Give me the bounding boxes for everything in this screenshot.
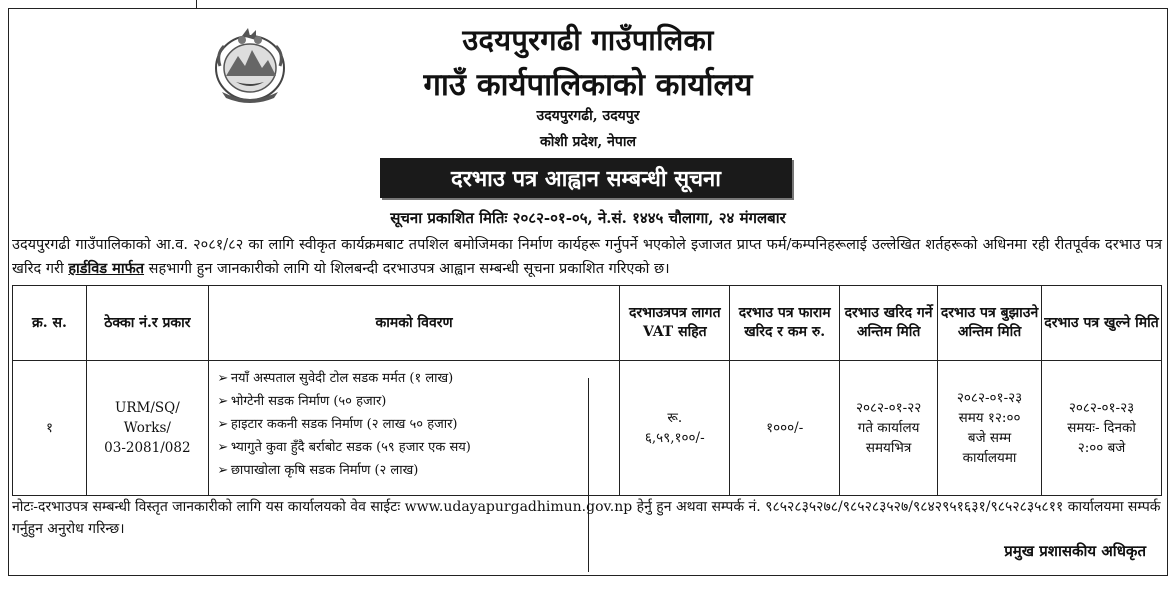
intro-emphasis: हार्डविड मार्फत: [68, 260, 145, 277]
notice-title: दरभाउ पत्र आह्वान सम्बन्धी सूचना: [380, 158, 792, 198]
submit-line: बजे सम्म: [967, 430, 1012, 446]
intro-paragraph: [12, 234, 1162, 281]
submit-line: २०८२-०१-२३: [956, 390, 1023, 406]
work-item-label: हाइटार ककनी सडक निर्माण (२ लाख ५० हजार): [230, 416, 458, 432]
org-name: उदयपुरगढी गाउँपालिका: [462, 23, 714, 57]
cost-line: रू.: [667, 410, 683, 426]
address-line-1: उदयपुरगढी, उदयपुर: [536, 108, 640, 124]
row-sn: १: [13, 361, 87, 496]
stray-vertical-line: [588, 378, 589, 572]
address-line-2: कोशी प्रदेश, नेपाल: [540, 134, 636, 150]
header-contract: ठेक्का नं.र प्रकार: [86, 286, 208, 361]
arrow-bullet-icon: ➢: [217, 370, 229, 386]
row-works: [208, 361, 620, 496]
row-form-fee: १०००/-: [730, 361, 840, 496]
signatory: प्रमुख प्रशासकीय अधिकृत: [1004, 542, 1146, 560]
work-item-label: भोग्टेनी सडक निर्माण (५० हजार): [230, 393, 387, 409]
work-item: [215, 459, 620, 482]
row-opening-date: [1042, 361, 1162, 496]
work-item: [215, 390, 620, 413]
header-cost: दरभाउत्रपत्र लागत VAT सहित: [620, 286, 730, 361]
table-header-row: [13, 286, 1162, 361]
intro-text-start: उदयपुरगढी गाउँपालिकाको आ.व. २०८१/८२ का लागि स्वीकृत कार्यक्रमबाट तपशिल बमोजिमका निर्माण कार्यहरू गर्नुपर्ने भएकोले इजाजत प्राप्त फर्म/कम्पनिहरूलाई उल्लेखित शर्तहरूको अधिनमा रही रीतपूर्वक दरभाउ पत्र खरिद गरी: [12, 237, 1162, 277]
top-edge-line: [196, 0, 197, 8]
header-purchase-deadline: दरभाउ खरिद गर्ने अन्तिम मिति: [840, 286, 938, 361]
purchase-line: समयभित्र: [865, 440, 912, 456]
header-opening-date: दरभाउ पत्र खुल्ने मिति: [1042, 286, 1162, 361]
header-sn: क्र. स.: [13, 286, 87, 361]
table-row: [13, 361, 1162, 496]
header-form-fee: दरभाउ पत्र फाराम खरिद र कम रु.: [730, 286, 840, 361]
contract-line: 03-2081/082: [104, 440, 191, 456]
footer-note: नोटः-दरभाउपत्र सम्बन्धी विस्तृत जानकारीको लागि यस कार्यालयको वेव साईटः www.udayapurgadhimun.gov.np हेर्नु हुन अथवा सम्पर्क नं. ९८५२८३५२७८/९८५२८३५२७/९८४२९५१६३१/९८५२८३५८११ कार्यालयमा सम्पर्क गर्नुहुन अनुरोध गरिन्छ।: [12, 499, 1161, 537]
open-line: २०८२-०१-२३: [1068, 400, 1135, 416]
tender-table: [12, 285, 1162, 496]
arrow-bullet-icon: ➢: [217, 393, 229, 409]
work-item: [215, 413, 620, 436]
submit-line: कार्यालयमा: [962, 450, 1017, 466]
contract-line: Works/: [123, 420, 171, 436]
arrow-bullet-icon: ➢: [217, 439, 229, 455]
contract-line: URM/SQ/: [114, 400, 180, 416]
work-item-label: नयाँ अस्पताल सुवेदी टोल सडक मर्मत (१ लाख): [230, 370, 454, 386]
arrow-bullet-icon: ➢: [217, 416, 229, 432]
work-item-label: भ्यागुते कुवा हुँदै बर्राबोट सडक (५९ हजार एक सय): [230, 439, 471, 455]
header-submission-deadline: दरभाउ पत्र बुझाउने अन्तिम मिति: [938, 286, 1042, 361]
header-description: कामको विवरण: [208, 286, 620, 361]
row-purchase-deadline: [840, 361, 938, 496]
row-contract: [86, 361, 208, 496]
open-line: २:०० बजे: [1077, 440, 1126, 456]
row-submission-deadline: [938, 361, 1042, 496]
published-date: सूचना प्रकाशित मितिः २०८२-०१-०५, ने.सं. १४४५ चौलागा, २४ मंगलबार: [390, 209, 786, 227]
purchase-line: २०८२-०१-२२: [855, 400, 922, 416]
intro-text-end: सहभागी हुन जानकारीको लागि यो शिलबन्दी दरभाउपत्र आह्वान सम्बन्धी सूचना प्रकाशित गरिएको छ।: [144, 261, 670, 277]
arrow-bullet-icon: ➢: [217, 462, 229, 478]
cost-line: ६,५९,१००/-: [644, 430, 705, 446]
work-item-label: छापाखोला कृषि सडक निर्माण (२ लाख): [230, 462, 419, 478]
work-item: [215, 367, 620, 390]
work-item: [215, 436, 620, 459]
row-cost: [620, 361, 730, 496]
office-name: गाउँ कार्यपालिकाको कार्यालय: [423, 67, 753, 103]
submit-line: समय १२:००: [958, 410, 1021, 426]
open-line: समयः- दिनको: [1067, 420, 1136, 436]
purchase-line: गते कार्यालय: [857, 420, 920, 436]
